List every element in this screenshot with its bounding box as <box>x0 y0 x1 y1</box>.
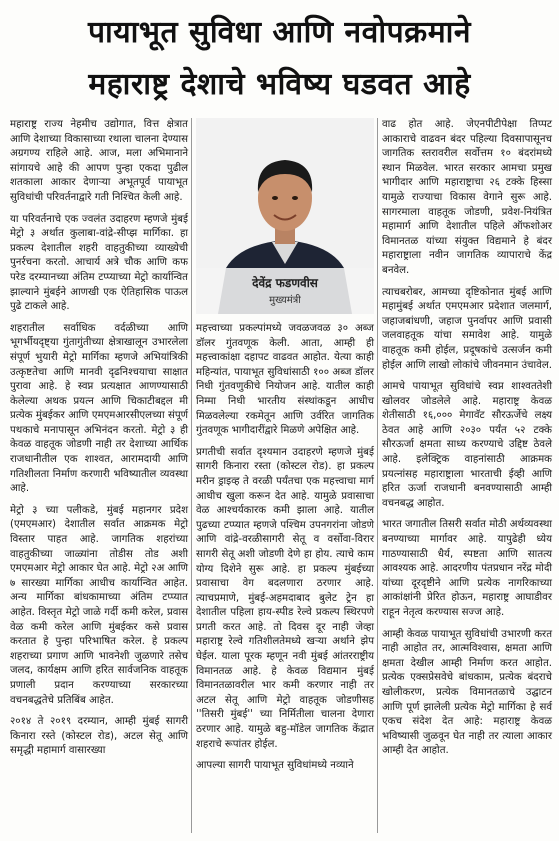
photo-caption-name: देवेंद्र फडणवीस <box>252 276 318 290</box>
paragraph: आमचे पायाभूत सुविधांचे स्वप्न शाश्वततेशी खोलवर जोडलेले आहे. महाराष्ट्र केवळ शेतीसाठी १६,००० मेगावॅट सौरऊर्जेचे लक्ष्य ठेवत आहे आणि २०३० पर्यंत ५२ टक्के सौरऊर्जा क्षमता साध्य करण्याचे उद्दिष्ट ठेवले आहे. इलेक्ट्रिक वाहनांसाठी आक्रमक प्रयत्नांसह महाराष्ट्राला भारताची ईव्ही आणि हरित ऊर्जा राजधानी बनवण्यासाठी आम्ही वचनबद्ध आहोत. <box>382 381 552 509</box>
paragraph: आपल्या सागरी पायाभूत सुविधांमध्ये नव्याने <box>196 760 354 772</box>
paragraph: महत्त्वाच्या प्रकल्पांमध्ये जवळजवळ ३० अब्ज डॉलर गुंतवणूक केली. आता, आम्ही ही महत्त्वाकांक्षा दहापट वाढवत आहोत. येत्या काही महिन्यांत, पायाभूत सुविधांसाठी १०० अब्ज डॉलर निधी गुंतवणुकीचे नियोजन आहे. यातील काही निम्मा निधी भारतीय संस्थांकडून आधीच मिळवलेल्या रकमेतून आणि उर्वरित जागतिक गुंतवणूक भागीदारींद्वारे मिळणे अपेक्षित आहे. <box>196 323 374 437</box>
article-column-3 <box>382 118 552 766</box>
column-divider <box>191 118 192 833</box>
paragraph: भारत जगातील तिसरी सर्वात मोठी अर्थव्यवस्था बनण्याच्या मार्गावर आहे. यापुढेही ध्येय गाठण्यासाठी धैर्य, स्पष्टता आणि सातत्य आवश्यक आहे. आदरणीय पंतप्रधान नरेंद्र मोदी यांच्या दूरदृष्टीने आणि प्रत्येक नागरिकाच्या आकांक्षांनी प्रेरित होऊन, महाराष्ट्र आघाडीवर राहून नेतृत्व करण्यास सज्ज आहे. <box>382 519 552 618</box>
paragraph: २०१४ ते २०१९ दरम्यान, आम्ही मुंबई सागरी किनारा रस्ते (कोस्टल रोड), अटल सेतू आणि समृद्धी महामार्ग वासारख्या <box>10 716 188 757</box>
column-divider <box>377 118 378 833</box>
article-column-1 <box>10 118 188 766</box>
paragraph: त्याचबरोबर, आमच्या दृष्टिकोनात मुंबई आणि महामुंबई अर्थात एमएमआर प्रदेशात जलमार्ग, जहाजबांधणी, जहाज पुनर्वापर आणि प्रवासी जलवाहतूक यांचा समावेश आहे. यामुळे वाहतूक कमी होईल, प्रदूषकांचे उत्सर्जन कमी होईल आणि लाखो लोकांचे जीवनमान उंचावेल. <box>382 286 552 371</box>
paragraph: प्रगतीची सर्वात दृश्यमान उदाहरणे म्हणजे मुंबई सागरी किनारा रस्ता (कोस्टल रोड). हा प्रकल्प मरीन ड्राइव्ह ते वरळी पर्यंतचा एक महत्त्वाचा मार्ग आधीच खुला करून देत आहे. यामुळे प्रवासाचा वेळ आश्चर्यकारक कमी झाला आहे. यातील पुढच्या टप्प्यात म्हणजे पश्चिम उपनगरांना जोडणे आणि वांद्रे-वरळीसागरी सेतू व वर्सोवा-विरार सागरी सेतू अशी जोडणी देणे हा होय. त्याचे काम योग्य दिशेने सुरू आहे. हा प्रकल्प मुंबईच्या प्रवासाचा वेग बदलणारा ठरणार आहे. त्याचप्रमाणे, मुंबई-अहमदाबाद बुलेट ट्रेन हा देशातील पहिला हाय-स्पीड रेल्वे प्रकल्प स्थिरपणे प्रगती करत आहे. तो दिवस दूर नाही जेव्हा महाराष्ट्र रेल्वे गतिशीलतेमध्ये खऱ्या अर्थाने झेप घेईल. याला पूरक म्हणून नवी मुंबई आंतरराष्ट्रीय विमानतळ आहे. हे केवळ विद्यमान मुंबई विमानतळावरील भार कमी करणार नाही तर अटल सेतू आणि मेट्रो वाहतूक जोडणीसह ''तिसरी मुंबई'' च्या निर्मितीला चालना देणारा ठरणार आहे. यामुळे बहु-मॉडेल जागतिक केंद्रात शहराचे रूपांतर होईल. <box>196 446 374 750</box>
paragraph: महाराष्ट्र राज्य नेहमीच उद्योगात, वित्त क्षेत्रात आणि देशाच्या विकासाच्या रथाला चालना देण्यास अग्रगण्य राहिले आहे. आज, मला अभिमानाने सांगायचे आहे की आपण पुन्हा एकदा पुढील शतकाला आकार देणाऱ्या अभूतपूर्व पायाभूत सुविधांची परिवर्तनाद्वारे गती निश्चित केली आहे. <box>10 119 188 203</box>
paragraph: आम्ही केवळ पायाभूत सुविधांची उभारणी करत नाही आहोत तर, आत्मविश्वास, क्षमता आणि क्षमता देखील आम्ही निर्माण करत आहोत. प्रत्येक एक्सप्रेसवेचे बांधकाम, प्रत्येक बंदराचे खोलीकरण, प्रत्येक विमानतळाचे उद्घाटन आणि पूर्ण झालेली प्रत्येक मेट्रो मार्गिका हे सर्व एकच संदेश देत आहे: महाराष्ट्र केवळ भविष्यासी जुळवून घेत नाही तर त्याला आकार आम्ही देत आहोत. <box>382 628 552 757</box>
article-column-2 <box>196 322 374 781</box>
headline <box>0 0 559 112</box>
paragraph: या परिवर्तनाचे एक ज्वलंत उदाहरण म्हणजे मुंबई मेट्रो ३ अर्थात कुलाबा-वांद्रे-सीप्झ मार्गिका. हा प्रकल्प देशातील शहरी वाहतुकीच्या व्याख्येची पुनर्रचना करतो. आचार्य अत्रे चौक आणि कफ परेड दरम्यानच्या अंतिम टप्प्याच्या मेट्रो कार्यान्वित झाल्याने मुंबईने आणखी एक ऐतिहासिक पाऊल पुढे टाकले आहे. <box>10 213 188 313</box>
paragraph: मेट्रो ३ च्या पलीकडे, मुंबई महानगर प्रदेश (एमएमआर) देशातील सर्वात आक्रमक मेट्रो विस्तार पाहत आहे. जागतिक शहरांच्या वाहतुकीच्या जाळ्यांना तोडीस तोड अशी एमएमआर मेट्रो आकार घेत आहे. मेट्रो २अ आणि ७ सारख्या मार्गिका आधीच कार्यान्वित आहेत. अन्य मार्गिका बांधकामाच्या अंतिम टप्प्यात आहेत. विस्तृत मेट्रो जाळे गर्दी कमी करेल, प्रवास वेळ कमी करेल आणि मुंबईकर कसे प्रवास करतात हे पुन्हा परिभाषित करेल. हे प्रकल्प शहराच्या प्रगाण आणि भावनेशी जुळणारे तसेच जलद, कार्यक्षम आणि हरित सार्वजनिक वाहतूक प्रणाली प्रदान करण्याच्या सरकारच्या वचनबद्धतेचे प्रतिबिंब आहेत. <box>10 504 188 706</box>
photo-caption-role: मुख्यमंत्री <box>269 295 301 306</box>
paragraph: शहरातील सर्वाधिक वर्दळीच्या आणि भूगर्भीयदृष्ट्या गुंतागुंतीच्या क्षेत्राखालून उभारलेला संपूर्ण भुयारी मेट्रो मार्गिका म्हणजे अभियांत्रिकी उत्कृष्टतेचा आणि मानवी दृढनिश्चयाचा साक्षात पुरावा आहे. हे स्वप्न प्रत्यक्षात आणण्यासाठी केलेल्या अथक प्रयत्न आणि चिकाटीबद्दल मी प्रत्येक मुंबईकर आणि एमएमआरसीएलच्या संपूर्ण पथकाचे मनापासून अभिनंदन करतो. मेट्रो ३ ही केवळ वाहतूक जोडणी नाही तर देशाच्या आर्थिक राजधानीतील एक शाश्वत, आरामदायी आणि गतिशीलता निर्माण करणारी भविष्यातील व्यवस्था आहे. <box>10 322 188 495</box>
paragraph: वाढ होत आहे. जेएनपीटीपेक्षा तिप्पट आकाराचे वाढवन बंदर पहिल्या दिवसापासूनच जागतिक स्तरावरील सर्वोत्तम १० बंदरांमध्ये स्थान मिळवेल. भारत सरकार आमचा प्रमुख भागीदार आणि महाराष्ट्राचा २६ टक्के हिस्सा यामुळे राज्याचा विकास वेगाने सुरू आहे. सागरमाला वाहतूक जोडणी, प्रवेश-नियंत्रित महामार्ग आणि देशातील पहिले ऑफशोअर विमानतळ यांच्या संयुक्त विद्यमाने हे बंदर महाराष्ट्राला नवीन जागतिक व्यापाराचे केंद्र बनवेल. <box>382 119 552 276</box>
headline-line-1: पायाभूत सुविधा आणि नवोपक्रमाने <box>87 15 472 50</box>
headline-line-2: महाराष्ट्र देशाचे भविष्य घडवत आहे <box>88 67 471 102</box>
